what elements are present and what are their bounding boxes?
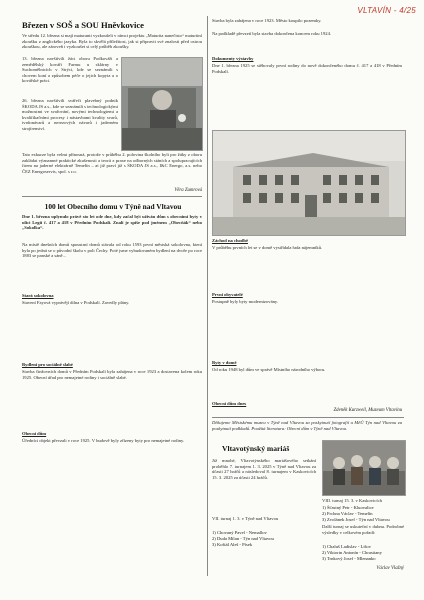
article3-note: Další turnaj se uskuteční v dubnu. Podrobné výsledky v celkovém pořadí: xyxy=(322,524,404,535)
list-item: 3) Zvolánek Josef - Týn nad Vltavou xyxy=(322,516,390,522)
article2-subheading-7: Obecní dům dnes xyxy=(212,401,247,406)
article1-title: Březen v SOŠ a SOU Hněvkovice xyxy=(22,20,144,30)
masthead: VLTAVÍN - 4/25 xyxy=(357,6,416,15)
article2-para-4: Úředníci objekt převzali v roce 1925. V budově byly zřízeny byty pro nemajetné rodiny. xyxy=(22,438,185,443)
list-item: 1) Šťastný Petr - Kluovalice xyxy=(322,505,374,510)
article1-signature: Věra Zumrová xyxy=(174,188,202,193)
article2-signature: Zdeněk Kurzweil, Muzeum Vltavínu xyxy=(333,408,402,413)
divider-1 xyxy=(22,196,202,197)
list-item: 2) Duda Milan - Týn nad Vltavou xyxy=(212,535,274,541)
article2-col-right-3: Dne 1. března 1925 se stěhovaly první rodiny do nově dokončeného domu č. 417 a 418 v Předním Podskalí. xyxy=(212,63,402,74)
list-item: 3) Trnkový Josef - Mlenanko xyxy=(322,555,376,561)
article2-subheading-1: Stará sokolovna xyxy=(22,293,54,298)
article1-para-4: Tato exkurze byla velmi přínosná, protože v průběhu 2. polovina školního byli pro žáky z oboru zakládat významné praktické zkušenosti a teorii z praxe na odborných stáních a spolupracujících firem na jaderné elektrárně Temelín – at již praví již s ŠKODA JS a.s., I&C Energo, a.s. nebo ČEZ Energoservis, spol. s r.o. xyxy=(22,152,202,174)
article2-subheading-4: Záchod na chodbě xyxy=(212,238,248,243)
article3-photo xyxy=(322,440,406,496)
divider-2 xyxy=(212,417,404,418)
article3-results-right xyxy=(322,505,404,522)
article2-para-1: Na místě dnešních domů spoustrní domů stávala od roku 1593 první městská sokolovna, která byla po jedná se o původní školu v poli Čechy. Poté jsme vybudovaném bydlení na dvoře po roce 1883 se panské a sáně... xyxy=(22,242,202,259)
article3-results-left-title: VII. turnaj 1. 3. v Týně nad Vltavou xyxy=(212,516,279,521)
article2-col-right2-2: Postupně byly byty modernizovány. xyxy=(212,299,279,304)
article3-results-left xyxy=(212,530,316,547)
list-item: 1) Chaluš Ladislav - Lišov xyxy=(322,544,371,549)
article2-para-2: Stavení Fayová vyprávějí dilna v Podskalí. Zavedly plány. xyxy=(22,300,130,305)
article1-para-3: 26. března navštívili svářeči plavebný podnik ŠKODA JS a.s., kde se seznámili s technologickými možnostmi ve svařování, novými technologiemi a kvalifikačními procesy i nástavbami kvality svarů, tvrdonávarů a nerezových návarů i jaderném strojírenství. xyxy=(22,98,118,131)
column-divider xyxy=(207,16,208,576)
article2-subheading-6: Byty v domě xyxy=(212,360,237,365)
article1-photo xyxy=(121,57,203,151)
article2-lead: Dne 1. března uplynulo právě sto let ode dne, kdy začal být užíván dům s obecními byty v ulici Legii č. 417 a 418 v Předním Podskalí. Znalí je spíše pod jménem „Obecňák“ nebo „Sokolka“. xyxy=(22,214,202,231)
article2-col-right-2: Na podkladě převzetí byla stavba dokončena koncem roku 1924. xyxy=(212,31,332,36)
article2-col-right2-3: Od roku 1948 byl dům ve správě Místního národního výboru. xyxy=(212,367,326,372)
article3-signature: Václav Vlažný xyxy=(376,566,404,571)
article3-results-right-title: VIII. turnaj 15. 3. v Kaskovicích xyxy=(322,498,382,503)
article3-title: Vltavotýnský mariáš xyxy=(222,444,290,453)
article2-note: Děkujeme Městskému muzeu v Týně nad Vltavou za poskytnutí fotografií a MěÚ Týn nad Vltavou za poskytnutí podkladů. Použitá literatura: Obecní dům v Týně nad Vltavou. xyxy=(212,420,402,431)
article3-para-1: Již mnohé, Vltavotýnského mariášového setkání proběhlo 7. turnajem 1. 3. 2025 v Týně nad Vltavou za účasti 27 hráčů a následoval 8. turnajem v Kaskovicích 15. 3. 2025 za účasti 24 hráčů. xyxy=(212,458,316,480)
article1-para-1: Ve středu 12. března si mají maturanti vyzkoušeli v rámci projektu „Maturita nanečisto“ maturitní zkoušku z anglického jazyka. Byla to skvělá příležitost, jak si připravit své znalosti před ostrou zkouškou, ale zároveň i vyzkoušet si celý průběh zkoušky. xyxy=(22,33,202,50)
article2-subheading-doc: Dokumenty výstavby xyxy=(212,56,254,61)
article2-subheading-5: První obyvatelé xyxy=(212,292,243,297)
article1-para-2: 13. března navštívili žáci oboru Podkováři a zemědělský kováři Farmu u sklárny v Suchomělnicích v Strýci, kde se seznámili s chovem koní a způsobem péče o jejich kopyta a o kovářské práci. xyxy=(22,56,118,84)
article2-col-right2-1: V průběhu prvních let se v domě vystřídala řada nájemníků. xyxy=(212,245,323,250)
list-item: 2) Frchna Václav - Temelín xyxy=(322,510,373,516)
article2-para-3: Stavba činžovních domů v Předním Podskalí byla zahájena v roce 1923 a dostavena kolem roku 1925. Obecní úřad pro nemajetné rodiny i sociálně slabé. xyxy=(22,369,202,380)
list-item: 1) Chovaný Pavel - Nemallov xyxy=(212,530,267,535)
article2-col-right-1: Stavba byla zahájena v roce 1923. Město koupilo pozemky. xyxy=(212,18,322,23)
article3-overall xyxy=(322,544,404,561)
list-item: 2) Viktorin Antonín - Chrastiany xyxy=(322,549,382,555)
article2-subheading-3: Obecní dům xyxy=(22,431,47,436)
article2-photo-building xyxy=(212,130,406,236)
list-item: 3) Koštál Aleš - Písek xyxy=(212,541,253,547)
article2-title: 100 let Obecního domu v Týně nad Vltavou xyxy=(44,202,182,211)
article2-subheading-2: Bydlení pro sociálně slabé xyxy=(22,362,73,367)
